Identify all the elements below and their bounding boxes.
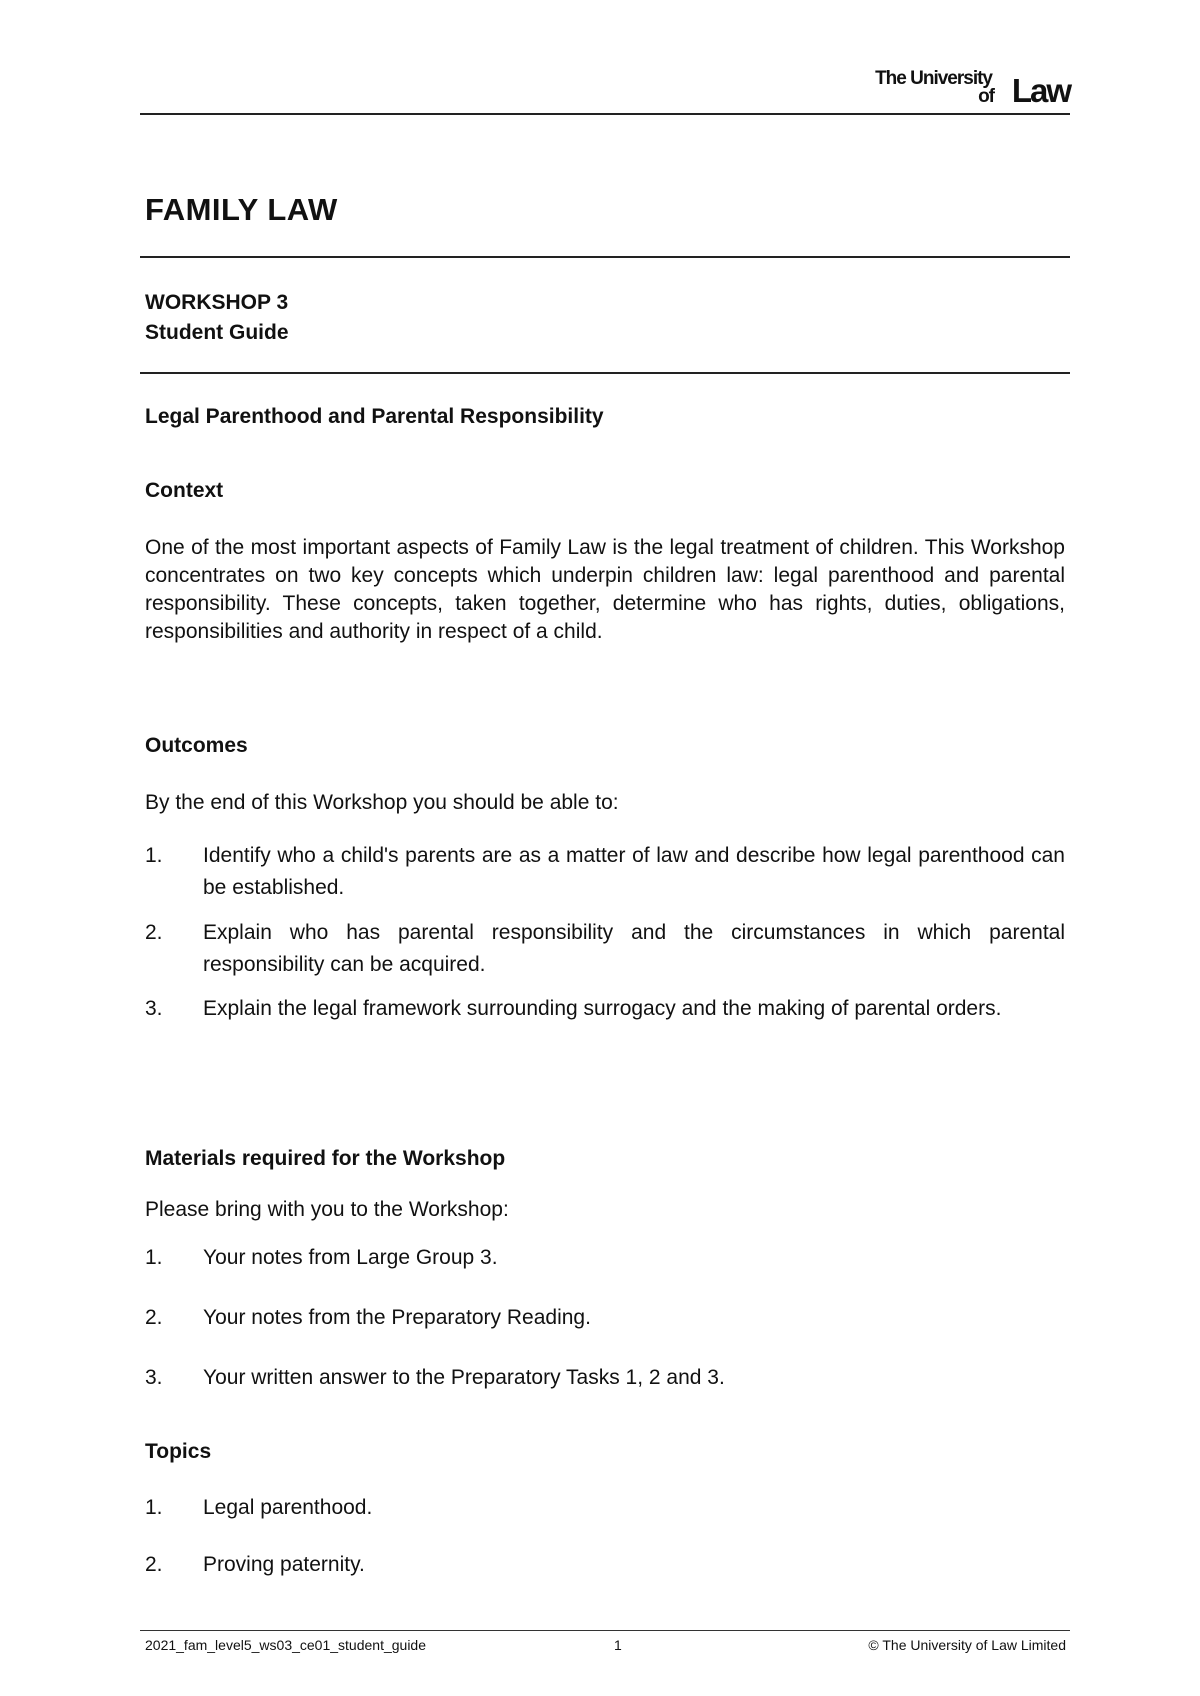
list-number: 3. (145, 1366, 163, 1389)
context-paragraph: One of the most important aspects of Family Law is the legal treatment of children. This Workshop concentrates on two key concepts which underpin children law: legal parenthood and parental responsibility. These concepts, taken together, determine who has rights, duties, obligations, responsibilities and authority in respect of a child. (145, 536, 1065, 643)
list-text: Your notes from Large Group 3. (203, 1246, 498, 1269)
list-number: 1. (145, 1246, 163, 1269)
materials-intro: Please bring with you to the Workshop: (145, 1198, 509, 1221)
list-number: 1. (145, 1496, 163, 1519)
list-number: 2. (145, 921, 163, 944)
logo-line-3: Law (1011, 72, 1070, 109)
footer-copyright: © The University of Law Limited (868, 1637, 1066, 1653)
footer-filename: 2021_fam_level5_ws03_ce01_student_guide (145, 1637, 426, 1653)
outcomes-intro: By the end of this Workshop you should be able to: (145, 791, 619, 814)
context-heading: Context (145, 479, 224, 502)
materials-heading: Materials required for the Workshop (145, 1147, 506, 1170)
list-text: Explain who has parental responsibility and the circumstances in which parental responsibility can be acquired. (203, 921, 1065, 976)
page-title: FAMILY LAW (145, 192, 338, 227)
list-text: Explain the legal framework surrounding surrogacy and the making of parental orders. (203, 997, 1002, 1020)
footer-page-number: 1 (614, 1637, 622, 1653)
topics-heading: Topics (145, 1440, 212, 1463)
list-number: 2. (145, 1553, 163, 1576)
topic-title: Legal Parenthood and Parental Responsibility (145, 405, 604, 428)
logo-line-2: of (978, 86, 994, 107)
list-text: Proving paternity. (203, 1553, 365, 1576)
list-number: 3. (145, 997, 163, 1020)
title-rule (140, 256, 1070, 258)
workshop-label: WORKSHOP 3 (145, 291, 289, 314)
logo-line-1: The University (875, 68, 992, 89)
outcomes-heading: Outcomes (145, 734, 248, 757)
list-number: 1. (145, 844, 163, 867)
list-number: 2. (145, 1306, 163, 1329)
list-text: Legal parenthood. (203, 1496, 373, 1519)
guide-label: Student Guide (145, 321, 289, 344)
list-text: Your written answer to the Preparatory Tasks 1, 2 and 3. (203, 1366, 725, 1389)
footer-rule (140, 1630, 1070, 1631)
section-rule (140, 372, 1070, 374)
list-text: Your notes from the Preparatory Reading. (203, 1306, 591, 1329)
header-rule (140, 113, 1070, 115)
list-text: Identify who a child's parents are as a matter of law and describe how legal parenthood can be established. (203, 844, 1065, 899)
workshop-block (145, 288, 289, 348)
university-logo (860, 66, 1070, 109)
